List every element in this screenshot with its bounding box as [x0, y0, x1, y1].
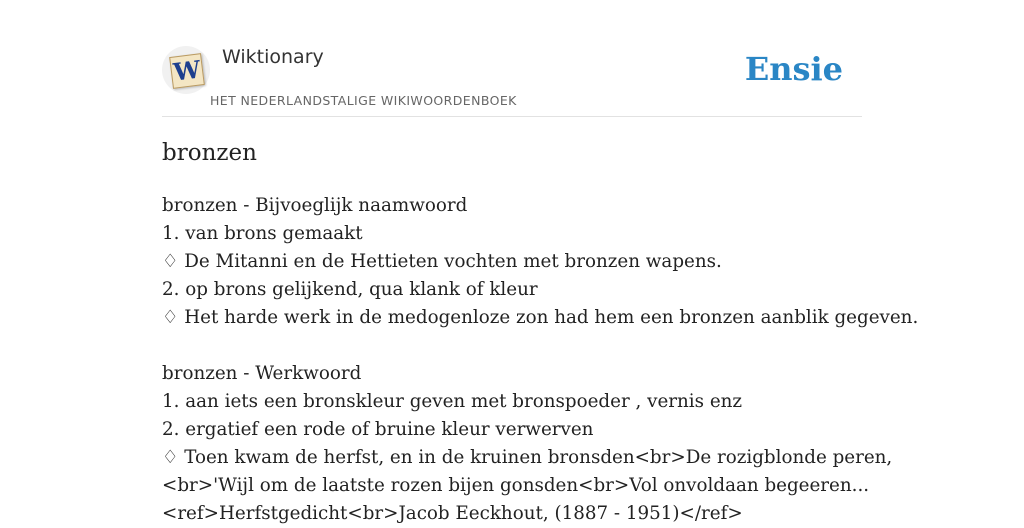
logo-tile: W [169, 53, 205, 89]
site-header [162, 0, 862, 117]
wiktionary-logo-icon[interactable] [162, 46, 210, 94]
definition-heading-adjective: bronzen - Bijvoeglijk naamwoord [162, 195, 468, 216]
ensie-brand-logo[interactable]: Ensie [744, 50, 843, 88]
example-sentence: ♢ Toen kwam de herfst, en in de kruinen bronsden<br>De rozigblonde peren, [162, 447, 893, 468]
definition-item: 2. ergatief een rode of bruine kleur verwerven [162, 419, 594, 440]
definition-item: 2. op brons gelijkend, qua klank of kleur [162, 279, 538, 300]
definition-content [162, 192, 919, 528]
example-sentence: <br>'Wijl om de laatste rozen bijen gonsden<br>Vol onvoldaan begeeren... [162, 475, 870, 496]
site-title[interactable]: Wiktionary [222, 46, 324, 68]
spacer [162, 332, 882, 360]
definition-item: 1. aan iets een bronskleur geven met bronspoeder , vernis enz [162, 391, 743, 412]
example-sentence: ♢ Het harde werk in de medogenloze zon had hem een bronzen aanblik gegeven. [162, 307, 919, 328]
example-reference: <ref>Herfstgedicht<br>Jacob Eeckhout, (1887 - 1951)</ref> [162, 503, 743, 524]
definition-heading-verb: bronzen - Werkwoord [162, 363, 362, 384]
site-subtitle: HET NEDERLANDSTALIGE WIKIWOORDENBOEK [210, 93, 517, 108]
page-title: bronzen [162, 140, 257, 166]
definition-item: 1. van brons gemaakt [162, 223, 363, 244]
example-sentence: ♢ De Mitanni en de Hettieten vochten met bronzen wapens. [162, 251, 722, 272]
